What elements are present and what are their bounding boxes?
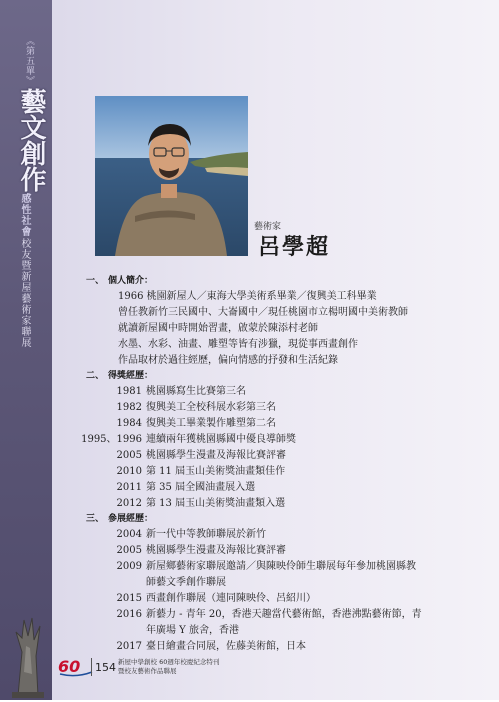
exhibition-text: 西畫創作聯展（連同陳映伶、呂紹川） (146, 593, 316, 604)
award-text: 桃園縣學生漫畫及海報比賽評審 (146, 450, 286, 461)
exhibition-year: 2015 (116, 593, 142, 604)
award-year: 1995、1996 (81, 434, 142, 445)
exhibition-year: 2017 (116, 641, 142, 652)
award-year: 1982 (116, 402, 142, 413)
exhibition-continuation: 師藝文季創作聯展 (146, 577, 226, 588)
logo-text: 60 (58, 657, 81, 676)
anniversary-logo (58, 656, 98, 678)
profile-line: 水墨、水彩、油畫、雕塑等皆有涉獵，現從事西畫創作 (118, 339, 358, 350)
artist-photo (95, 96, 248, 256)
biography-content (81, 274, 490, 655)
award-year: 2010 (116, 466, 142, 477)
award-year: 2012 (116, 498, 142, 509)
award-row (86, 416, 490, 432)
section-number: 二、 (86, 371, 105, 381)
footer-line: 新屋中學創校 60週年校慶紀念特刊 (118, 658, 220, 666)
sidebar-banner (0, 0, 52, 700)
profile-line: 曾任教新竹三民國中、大崙國中／現任桃園市立楊明國中美術教師 (118, 307, 408, 318)
section-number: 三、 (86, 514, 105, 524)
chapter-title: 藝文創作 (16, 88, 46, 192)
award-year: 2005 (116, 450, 142, 461)
exhibition-continuation: 年廣場 Y 旅舍，香港 (146, 625, 239, 636)
award-text: 第 35 屆全國油畫展入選 (146, 482, 256, 493)
footer-caption (118, 658, 219, 676)
award-row (86, 400, 490, 416)
exhibition-year: 2016 (116, 609, 142, 620)
award-row (86, 384, 490, 400)
footer-divider (91, 658, 92, 676)
exhibition-row (86, 639, 490, 655)
award-row (86, 480, 490, 496)
award-text: 復興美工全校科展水彩第三名 (146, 402, 276, 413)
exhibition-text: 桃園縣學生漫畫及海報比賽評審 (146, 545, 286, 556)
award-row (86, 464, 490, 480)
exhibition-row (86, 559, 490, 575)
exhibition-text: 新一代中等教師聯展於新竹 (146, 529, 266, 540)
awards-heading (86, 369, 490, 384)
profile-line: 就讀新屋國中時開始習畫，啟蒙於陳添村老師 (118, 323, 318, 334)
section-title: 得獎經歷： (108, 371, 154, 381)
profile-heading (86, 274, 490, 289)
chapter-label: 《第五單》 (24, 36, 34, 86)
exhibition-year: 2004 (116, 529, 142, 540)
award-text: 桃園縣寫生比賽第三名 (146, 386, 246, 397)
award-text: 復興美工畢業製作雕塑第二名 (146, 418, 276, 429)
section-title: 參展經歷： (108, 514, 154, 524)
exhibition-row (86, 591, 490, 607)
exhibition-text: 新藝力 - 青年 20，香港天趣當代藝術館，香港沸點藝術節，青 (146, 609, 422, 620)
exhibition-row (86, 607, 490, 623)
exhibition-year: 2005 (116, 545, 142, 556)
page-number: 154 (95, 661, 116, 674)
award-row (86, 448, 490, 464)
award-text: 連續兩年獲桃園縣國中優良導師獎 (146, 434, 296, 445)
exhibition-text: 新屋鄉藝術家聯展邀請／與陳映伶師生聯展每年參加桃園縣教 (146, 561, 416, 572)
award-row (81, 432, 490, 448)
profile-line: 作品取材於過往經歷，偏向情感的抒發和生活紀錄 (118, 355, 338, 366)
exhibitions-heading (86, 512, 490, 527)
artist-role-label: 藝術家 (254, 222, 282, 232)
award-text: 第 11 屆玉山美術獎油畫類佳作 (146, 466, 286, 477)
exhibition-row (86, 527, 490, 543)
award-text: 第 13 屆玉山美術獎油畫類入選 (146, 498, 286, 509)
footer-line: 暨校友藝術作品聯展 (118, 667, 177, 675)
profile-line: 1966 桃園新屋人／東海大學美術系畢業／復興美工科畢業 (118, 291, 377, 302)
section-label: 感性社會 (19, 193, 30, 237)
artist-name: 呂學超 (258, 234, 331, 260)
exhibition-row (86, 543, 490, 559)
section-title: 個人簡介： (108, 276, 154, 286)
exhibition-text: 臺日繪畫合同展，佐藤美術館，日本 (146, 641, 306, 652)
sculpture-image (8, 612, 48, 698)
award-row (86, 496, 490, 512)
exhibition-subtitle: 校友暨新屋藝術家聯展 (19, 238, 30, 348)
exhibition-year: 2009 (116, 561, 142, 572)
award-year: 1984 (116, 418, 142, 429)
award-year: 2011 (116, 482, 142, 493)
section-number: 一、 (86, 276, 105, 286)
award-year: 1981 (116, 386, 142, 397)
